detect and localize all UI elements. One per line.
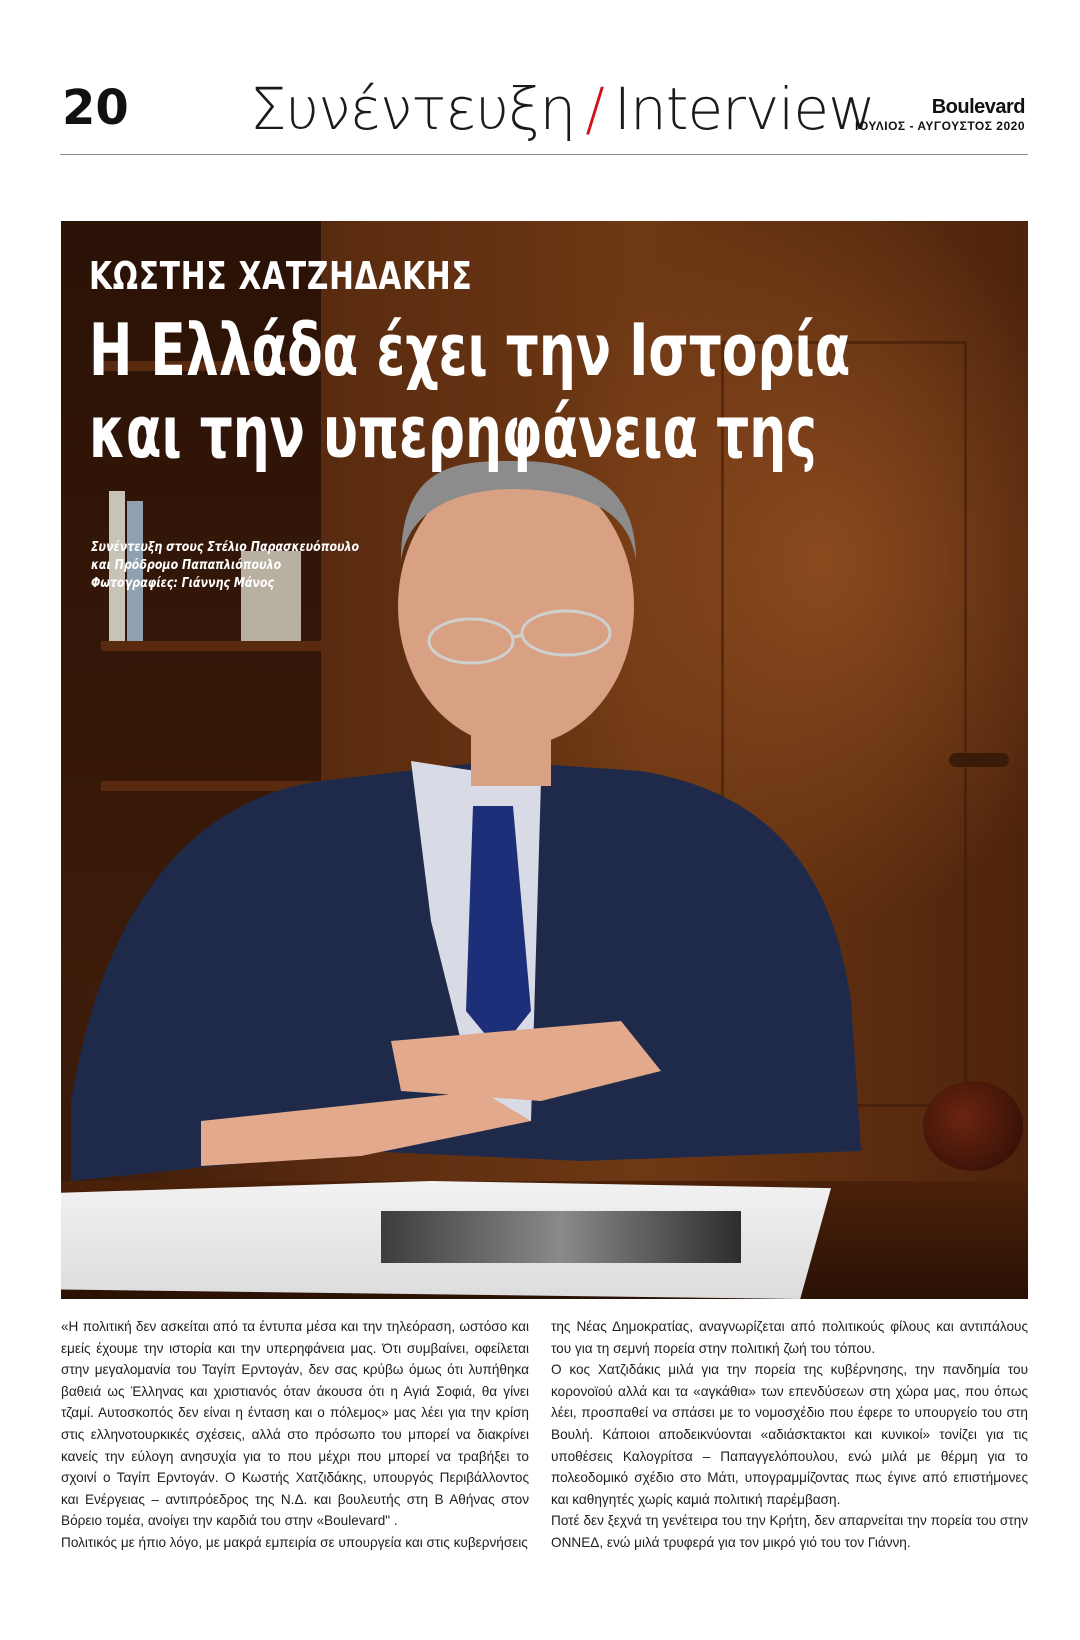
paragraph: «Η πολιτική δεν ασκείται από τα έντυπα μέσα και την τηλεόραση, ωστόσο και εμείς έχουμε την ιστορία και την υπερηφάνεια μας. Ότι συμβαίνει, οφείλεται στην μεγαλομανία του Ταγίπ Ερντογάν, δεν σας κρύβω όμως ότι λυπήθηκα βαθειά ως Έλληνας και χριστιανός όταν άκουσα ότι η Αγιά Σοφιά, θα γίνει τζαμί. Αυτοσκοπός δεν είναι η ένταση και ο πόλεμος» μας λέει για την κρίση στις ελληνοτουρκικές σχέσεις, αλλά στο πρόσωπο του μπορεί να διακρίνει κανείς την εύλογη ανησυχία για το που μέχρι που μπορεί να τραβήξει το σχοινί ο Ταγίπ Ερντογάν. Ο Κωστής Χατζιδάκης, υπουργός Περιβάλλοντος και Ενέργειας – αντιπρόεδρος της Ν.Δ. και βουλευτής στη Β Αθήνας στον Βόρειο τομέα, ανοίγει την καρδιά του στην «Boulevard" . [61,1319,529,1529]
section-title-separator: / [585,75,604,143]
brand-block [855,96,1025,134]
headline-line-1: Η Ελλάδα έχει την Ιστορία [89,308,851,392]
header-divider [60,154,1028,155]
article-headline [89,308,851,474]
article-body [61,1316,1028,1616]
article-kicker: ΚΩΣΤΗΣ ΧΑΤΖΗΔΑΚΗΣ [89,254,473,298]
page-number: 20 [62,80,129,136]
headline-line-2: και την υπερηφάνεια της [89,390,817,474]
paragraph: Ο κος Χατζιδάκις μιλά για την πορεία της κυβέρνησης, την πανδημία του κορονοϊού αλλά και τα «αγκάθια» των επενδύσεων στη χώρα μας, που όπως λέει, προσπαθεί να σπάσει με το νομοσχέδιο που έφερε το υπουργείο του στη Βουλή. Κάποιοι αποδεικνύονται «αδιάσκτακτοι και κυνικοί» τονίζει για τις υποθέσεις Καλογρίτσα – Παπαγγελόπουλου, ενώ μιλά με θέρμη για το πολεοδομικό σχέδιο στο Μάτι, υπογραμμίζοντας πως έγινε από επιστήμονες και καθηγητές χωρίς καμιά πολιτική παρέμβαση. [551,1362,1028,1507]
credits-line-3: Φωτογραφίες: Γιάννης Μάνος [91,576,275,591]
paragraph: Πολιτικός με ήπιο λόγο, με μακρά εμπειρία σε υπουργεία και στις κυβερνήσεις [61,1534,528,1550]
paragraph: Ποτέ δεν ξεχνά τη γενέτειρα του την Κρήτη, δεν απαρνείται την πορεία του στην ΟΝΝΕΔ, ενώ μιλά τρυφερά για τον μικρό γιό του τον Γιάννη. [551,1513,1028,1550]
article-column-right [551,1316,1028,1554]
article-credits [91,539,363,593]
brand-logo: Boulevard [931,96,1025,118]
credits-line-2: και Πρόδρομο Παπαπλιόπουλο [91,558,282,573]
page-header [0,0,1080,160]
credits-line-1: Συνέντευξη στους Στέλιο Παρασκευόπουλο [91,540,360,555]
section-title-greek: Συνέντευξη [250,75,576,143]
article-column-left [61,1316,529,1554]
hero-photo [61,221,1028,1299]
issue-date: ΙΟΥΛΙΟΣ - ΑΥΓΟΥΣΤΟΣ 2020 [854,119,1025,133]
paragraph: της Νέας Δημοκρατίας, αναγνωρίζεται από πολιτικούς φίλους και αντιπάλους του για τη σεμνή πορεία στην πολιτική ζωή του τόπου. [551,1319,1028,1356]
section-title-english: Interview [613,75,875,143]
section-title [250,74,875,144]
